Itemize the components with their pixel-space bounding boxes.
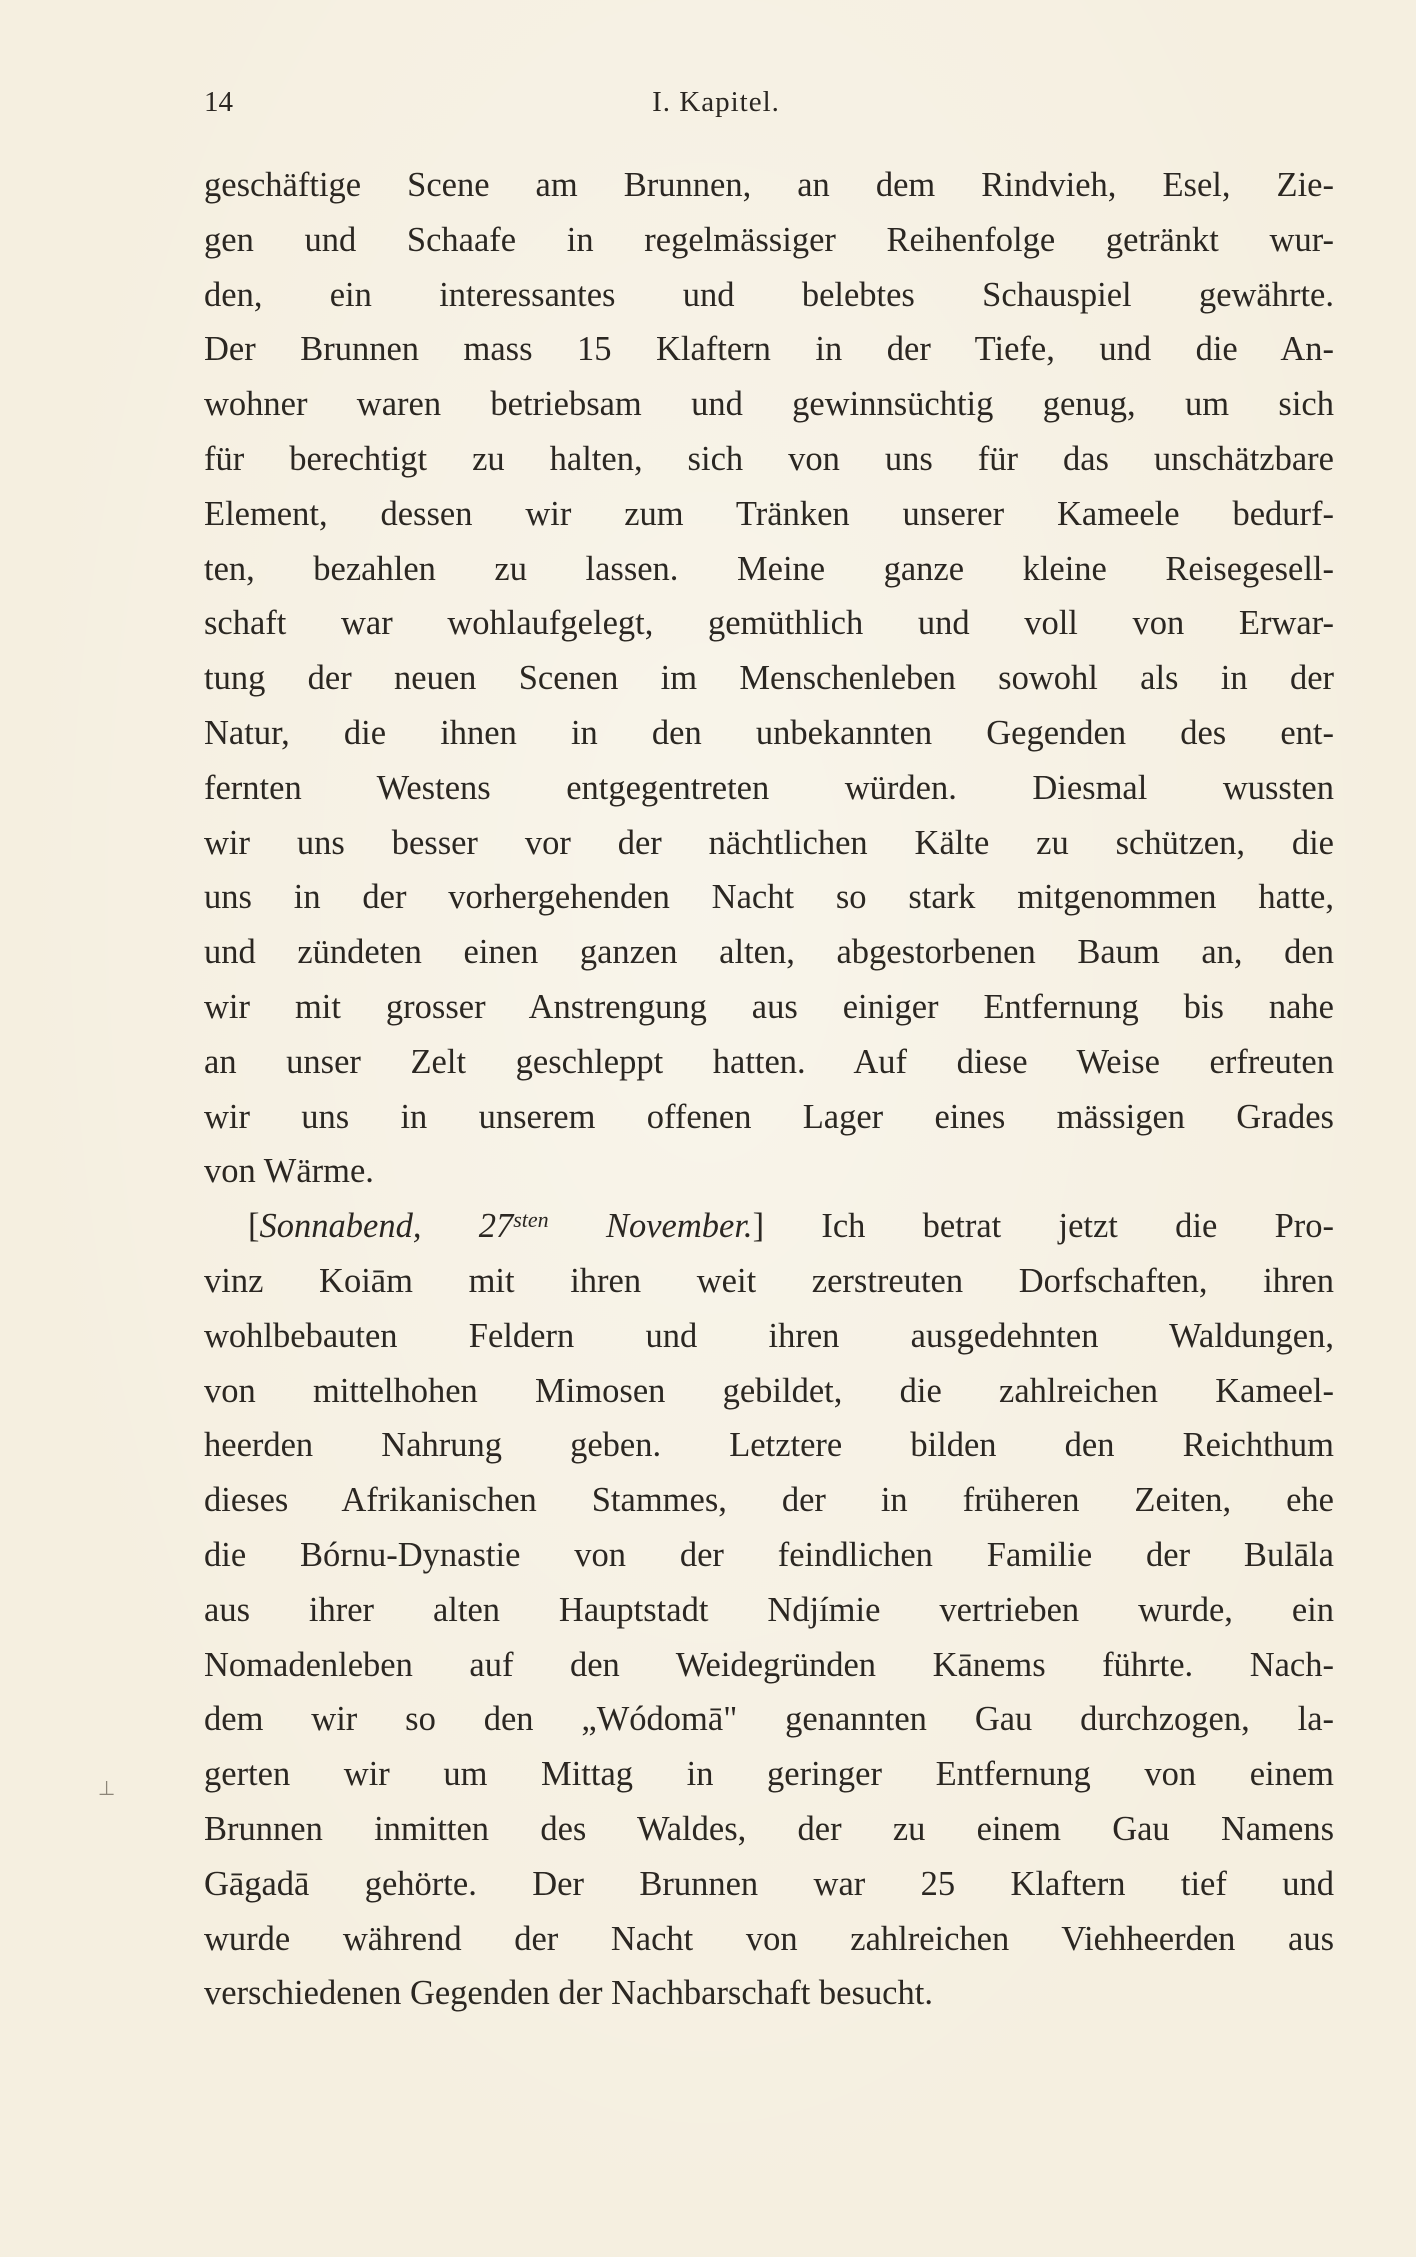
text-line: wir uns besser vor der nächtlichen Kälte zu schützen, die [204,823,1334,862]
text-line: den, ein interessantes und belebtes Schauspiel gewährte. [204,275,1334,314]
text-line: ten, bezahlen zu lassen. Meine ganze kleine Reisegesell- [204,549,1334,588]
text-line: aus ihrer alten Hauptstadt Ndjímie vertrieben wurde, ein [204,1590,1334,1629]
text-line: Brunnen inmitten des Waldes, der zu einem Gau Namens [204,1809,1334,1848]
text-line: dem wir so den „Wódomā" genannten Gau durchzogen, la- [204,1700,1334,1739]
text-line: gen und Schaafe in regelmässiger Reihenfolge getränkt wur- [204,220,1334,259]
text-line: an unser Zelt geschleppt hatten. Auf diese Weise erfreuten [204,1042,1334,1081]
date-month: November. [605,1207,753,1246]
text-line: wohner waren betriebsam und gewinnsüchtig genug, um sich [204,385,1334,424]
text-line: Der Brunnen mass 15 Klaftern in der Tiefe, und die An- [204,330,1334,369]
body-text [204,158,1334,2021]
paragraph-2 [204,1199,1334,2021]
text-line: wir mit grosser Anstrengung aus einiger Entfernung bis nahe [204,987,1334,1026]
text-line: verschiedenen Gegenden der Nachbarschaft besucht. [204,1974,933,2013]
text-line: die Bórnu-Dynastie von der feindlichen Familie der Bulāla [204,1535,1334,1574]
page-header [204,86,1334,126]
text-line: gerten wir um Mittag in geringer Entfernung von einem [204,1755,1334,1794]
running-head: I. Kapitel. [652,86,780,118]
text-line: tung der neuen Scenen im Menschenleben sowohl als in der [204,659,1334,698]
paragraph-1 [204,158,1334,1199]
text-line: geschäftige Scene am Brunnen, an dem Rindvieh, Esel, Zie- [204,166,1334,204]
text-line: Gāgadā gehörte. Der Brunnen war 25 Klaftern tief und [204,1864,1334,1903]
text-line: wir uns in unserem offenen Lager eines mässigen Grades [204,1097,1334,1136]
date-day: Sonnabend, [259,1207,422,1246]
text-line: für berechtigt zu halten, sich von uns für das unschätzbare [204,439,1334,478]
text-line: vinz Koiām mit ihren weit zerstreuten Dorfschaften, ihren [204,1261,1334,1300]
text-line: dieses Afrikanischen Stammes, der in früheren Zeiten, ehe [204,1481,1334,1520]
text-line: von mittelhohen Mimosen gebildet, die zahlreichen Kameel- [204,1371,1334,1410]
text-line: wurde während der Nacht von zahlreichen Viehheerden aus [204,1919,1334,1958]
text-line: uns in der vorhergehenden Nacht so stark mitgenommen hatte, [204,878,1334,917]
text-line: schaft war wohlaufgelegt, gemüthlich und voll von Erwar- [204,604,1334,643]
text-line: fernten Westens entgegentreten würden. Diesmal wussten [204,768,1334,807]
text-line: von Wärme. [204,1152,374,1191]
margin-pencil-mark: ⊥ [98,1776,116,1800]
page-number: 14 [204,86,233,118]
text-line: Natur, die ihnen in den unbekannten Gegenden des ent- [204,713,1334,752]
date-bracket-open: [ [248,1207,260,1246]
text-line: Nomadenleben auf den Weidegründen Kānems führte. Nach- [204,1645,1334,1684]
text-line: heerden Nahrung geben. Letztere bilden den Reichthum [204,1426,1334,1465]
first-line-text: Ich betrat jetzt die Pro- [821,1207,1334,1246]
date-bracket-close: ] [752,1207,765,1246]
date-ordinal-suffix: sten [513,1207,549,1233]
text-line: wohlbebauten Feldern und ihren ausgedehnten Waldungen, [204,1316,1334,1355]
date-number: 27 [478,1207,514,1246]
date-heading-line [204,1199,1334,1254]
text-line: Element, dessen wir zum Tränken unserer Kameele bedurf- [204,494,1334,533]
text-line: und zündeten einen ganzen alten, abgestorbenen Baum an, den [204,933,1334,972]
